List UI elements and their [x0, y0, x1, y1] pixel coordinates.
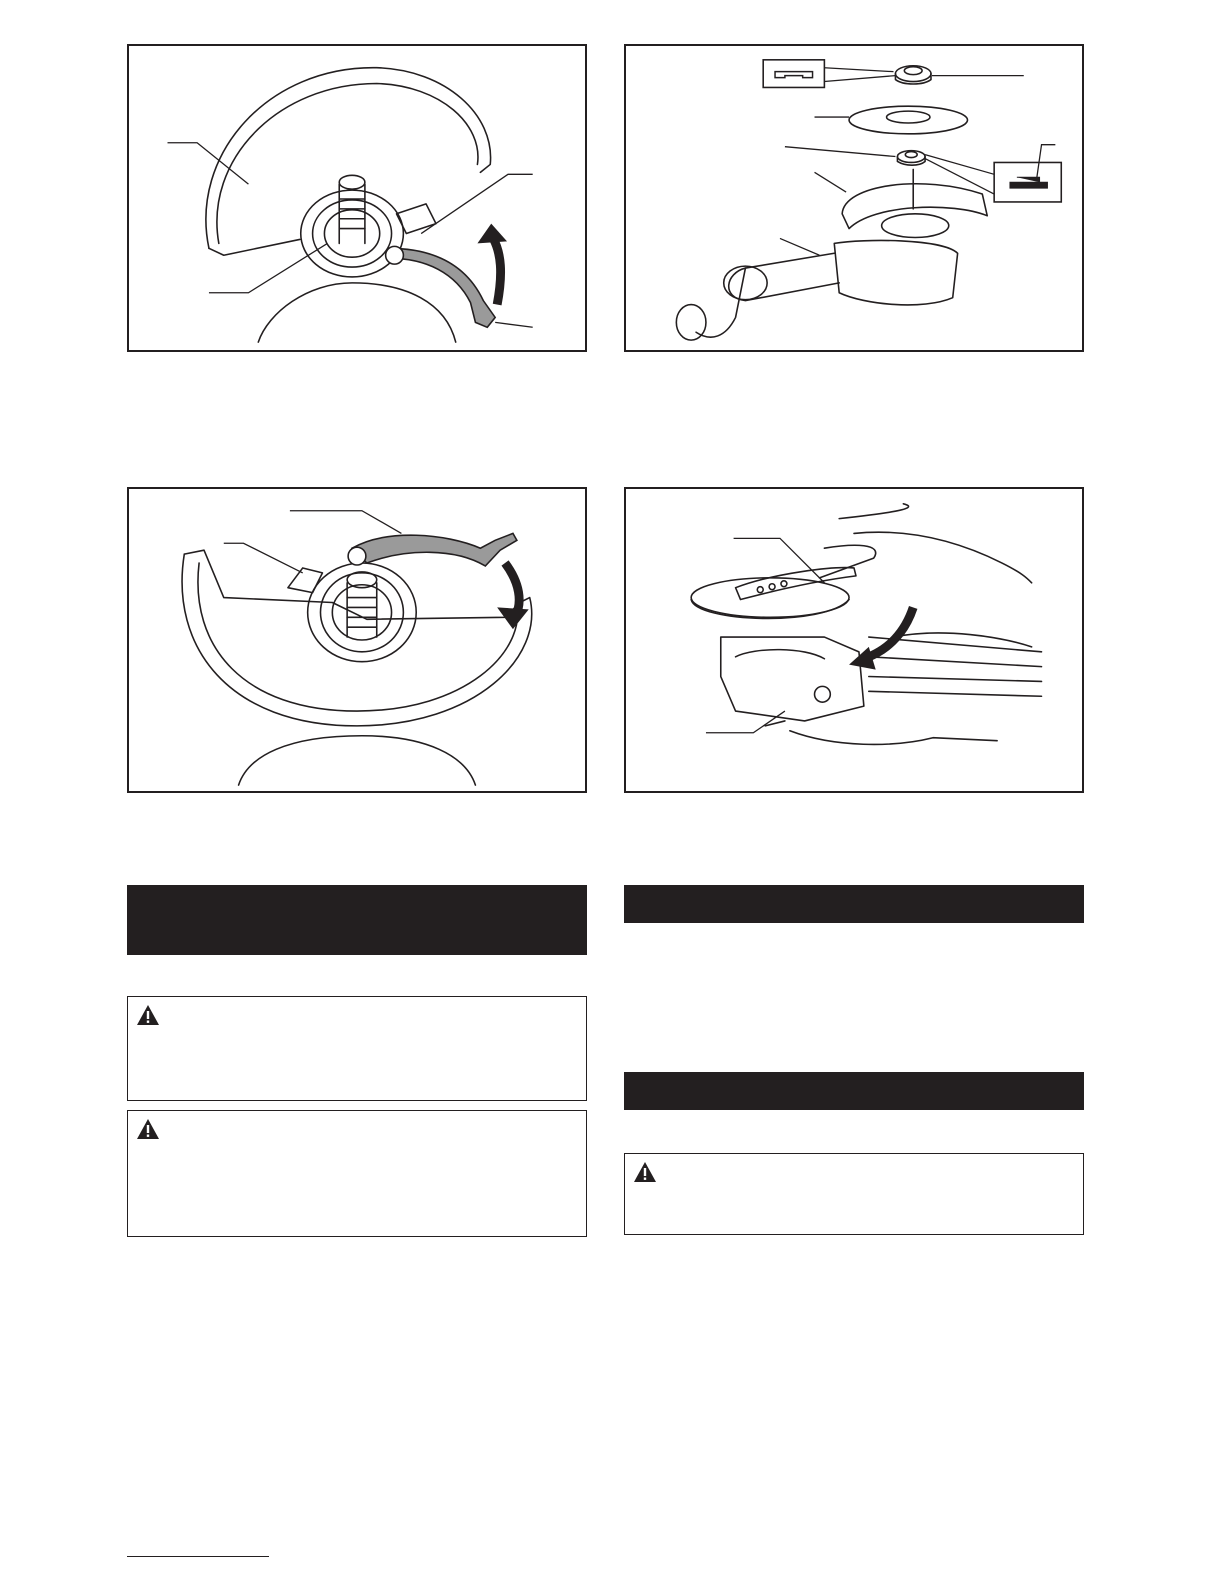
- figure-wheel-mounting: [624, 44, 1084, 352]
- warning-box-2: [127, 1110, 587, 1237]
- figure-wheel-guard-rotation: [127, 44, 587, 352]
- wheel-mounting-illustration: [626, 46, 1082, 350]
- footer-rule: [127, 1556, 269, 1557]
- figure-wheel-installed: [624, 487, 1084, 793]
- rotation-arrow-up-icon: [493, 238, 500, 304]
- warning-box-3: [624, 1153, 1084, 1235]
- wheel-guard-illustration: [129, 46, 585, 350]
- section-header-left: [127, 885, 587, 955]
- section-header-right-2: [624, 1072, 1084, 1110]
- section-header-right-1: [624, 885, 1084, 923]
- warning-triangle-icon: [136, 1004, 160, 1026]
- figure-wheel-guard-lever: [127, 487, 587, 793]
- warning-box-1: [127, 996, 587, 1101]
- wheel-guard-lever-illustration: [129, 489, 585, 791]
- lever-shape: [352, 533, 517, 566]
- warning-triangle-icon: [136, 1118, 160, 1140]
- rotation-arrow-icon: [864, 607, 913, 658]
- warning-triangle-icon: [633, 1161, 657, 1183]
- wheel-installed-illustration: [626, 489, 1082, 791]
